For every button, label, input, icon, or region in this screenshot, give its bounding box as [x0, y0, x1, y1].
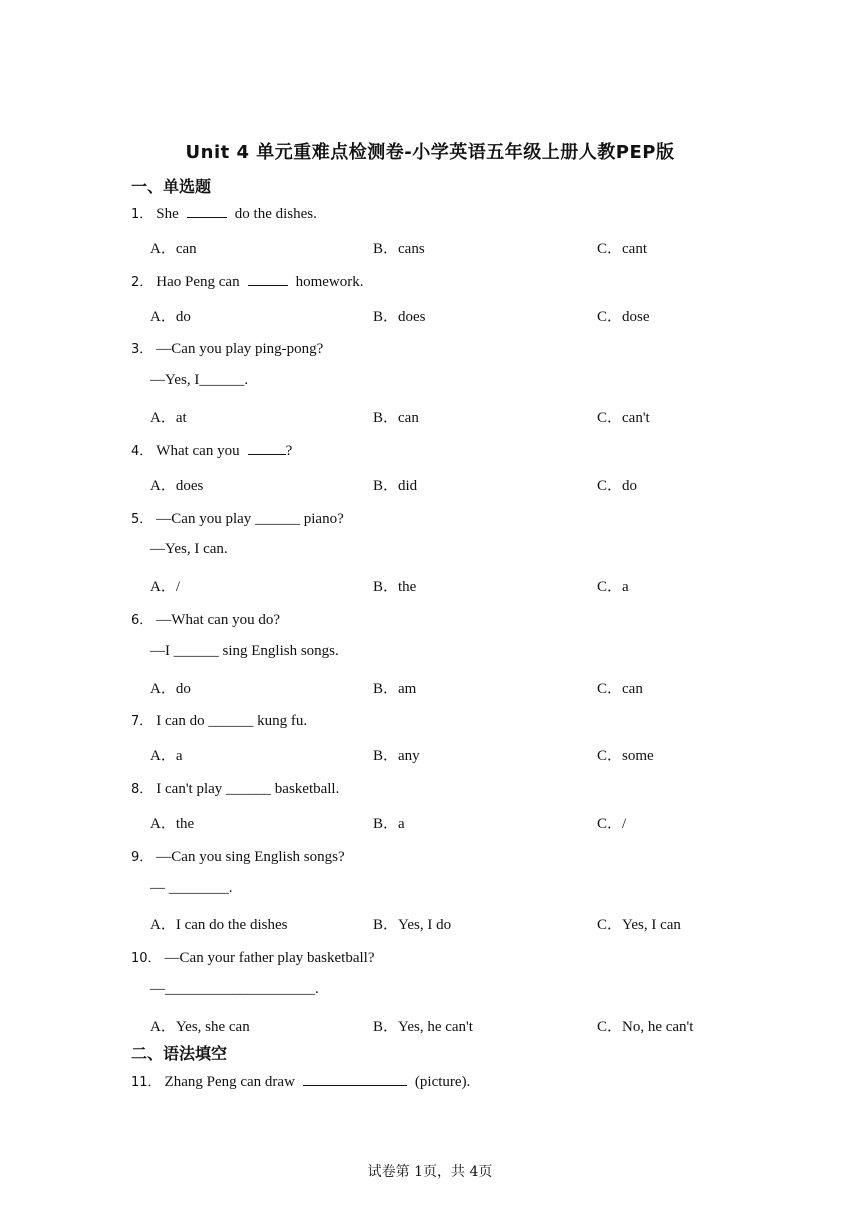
- option-b: B．does: [373, 309, 426, 325]
- question-10: [131, 947, 374, 967]
- question-number: 7．: [131, 714, 153, 729]
- option-c: C．/: [597, 816, 627, 832]
- option-a: A．do: [150, 681, 191, 697]
- option-b: B．any: [373, 748, 420, 764]
- option-b: B．did: [373, 478, 418, 494]
- question-text: —Can you sing English songs?: [156, 849, 345, 865]
- question-number: 8．: [131, 782, 153, 797]
- question-number: 4．: [131, 444, 153, 459]
- option-b: B．Yes, he can't: [373, 1019, 473, 1035]
- question-text: —Can your father play basketball?: [164, 950, 375, 966]
- option-b: B．am: [373, 681, 417, 697]
- question-7: [131, 710, 307, 730]
- option-b: B．the: [373, 579, 417, 595]
- question-6: [131, 609, 280, 629]
- question-text: She: [156, 206, 179, 222]
- option-b: B．a: [373, 816, 405, 832]
- answer-blank: [248, 271, 288, 286]
- option-a: A．does: [150, 478, 204, 494]
- question-9: [131, 846, 345, 866]
- question-3-line-2: —Yes, I______.: [150, 372, 249, 388]
- question-text: —Can you play ______ piano?: [156, 511, 344, 527]
- question-number: 9．: [131, 850, 153, 865]
- option-c: C．a: [597, 579, 629, 595]
- option-c: C．can: [597, 681, 643, 697]
- option-a: A．at: [150, 410, 187, 426]
- question-text: homework.: [295, 274, 364, 290]
- option-a: A．Yes, she can: [150, 1019, 250, 1035]
- question-5: [131, 508, 344, 528]
- option-b: B．can: [373, 410, 419, 426]
- question-3: [131, 338, 323, 358]
- section-heading-grammar-fill: 二、语法填空: [131, 1044, 228, 1063]
- question-number: 3．: [131, 342, 153, 357]
- option-a: A．I can do the dishes: [150, 917, 288, 933]
- question-number: 10．: [131, 951, 161, 966]
- option-c: C．dose: [597, 309, 650, 325]
- option-c: C．do: [597, 478, 638, 494]
- question-number: 11．: [131, 1075, 161, 1090]
- question-2: [131, 271, 364, 291]
- option-a: A．can: [150, 241, 197, 257]
- question-text: —What can you do?: [156, 612, 280, 628]
- question-text: Zhang Peng can draw: [164, 1074, 295, 1090]
- question-11: [131, 1071, 470, 1091]
- question-text: —Can you play ping-pong?: [156, 341, 324, 357]
- question-text: What can you: [156, 443, 240, 459]
- question-text: I can't play ______ basketball.: [156, 781, 340, 797]
- question-9-line-2: — ________.: [150, 880, 233, 896]
- option-c: C．can't: [597, 410, 650, 426]
- option-c: C．Yes, I can: [597, 917, 681, 933]
- answer-blank: [248, 440, 286, 455]
- option-a: A．/: [150, 579, 181, 595]
- option-c: C．some: [597, 748, 654, 764]
- page-title: Unit 4 单元重难点检测卷-小学英语五年级上册人教PEP版: [185, 142, 675, 163]
- question-1: [131, 203, 317, 223]
- question-text: ?: [285, 443, 293, 459]
- question-5-line-2: —Yes, I can.: [150, 541, 228, 557]
- option-a: A．the: [150, 816, 195, 832]
- option-c: C．No, he can't: [597, 1019, 694, 1035]
- question-number: 5．: [131, 512, 153, 527]
- question-text: I can do ______ kung fu.: [156, 713, 308, 729]
- answer-blank: [187, 203, 227, 218]
- question-6-line-2: —I ______ sing English songs.: [150, 643, 339, 659]
- question-number: 2．: [131, 275, 153, 290]
- section-heading-single-choice: 一、单选题: [131, 177, 212, 196]
- question-number: 6．: [131, 613, 153, 628]
- question-text: Hao Peng can: [156, 274, 240, 290]
- question-8: [131, 778, 339, 798]
- option-c: C．cant: [597, 241, 647, 257]
- question-text: do the dishes.: [234, 206, 317, 222]
- answer-blank: [303, 1071, 407, 1086]
- page-footer: 试卷第 1页，共 4页: [367, 1164, 493, 1180]
- question-4: [131, 440, 292, 460]
- option-b: B．Yes, I do: [373, 917, 452, 933]
- option-b: B．cans: [373, 241, 425, 257]
- option-a: A．a: [150, 748, 183, 764]
- question-number: 1．: [131, 207, 153, 222]
- option-a: A．do: [150, 309, 191, 325]
- question-text: (picture).: [414, 1074, 471, 1090]
- question-10-line-2: —____________________.: [150, 981, 319, 997]
